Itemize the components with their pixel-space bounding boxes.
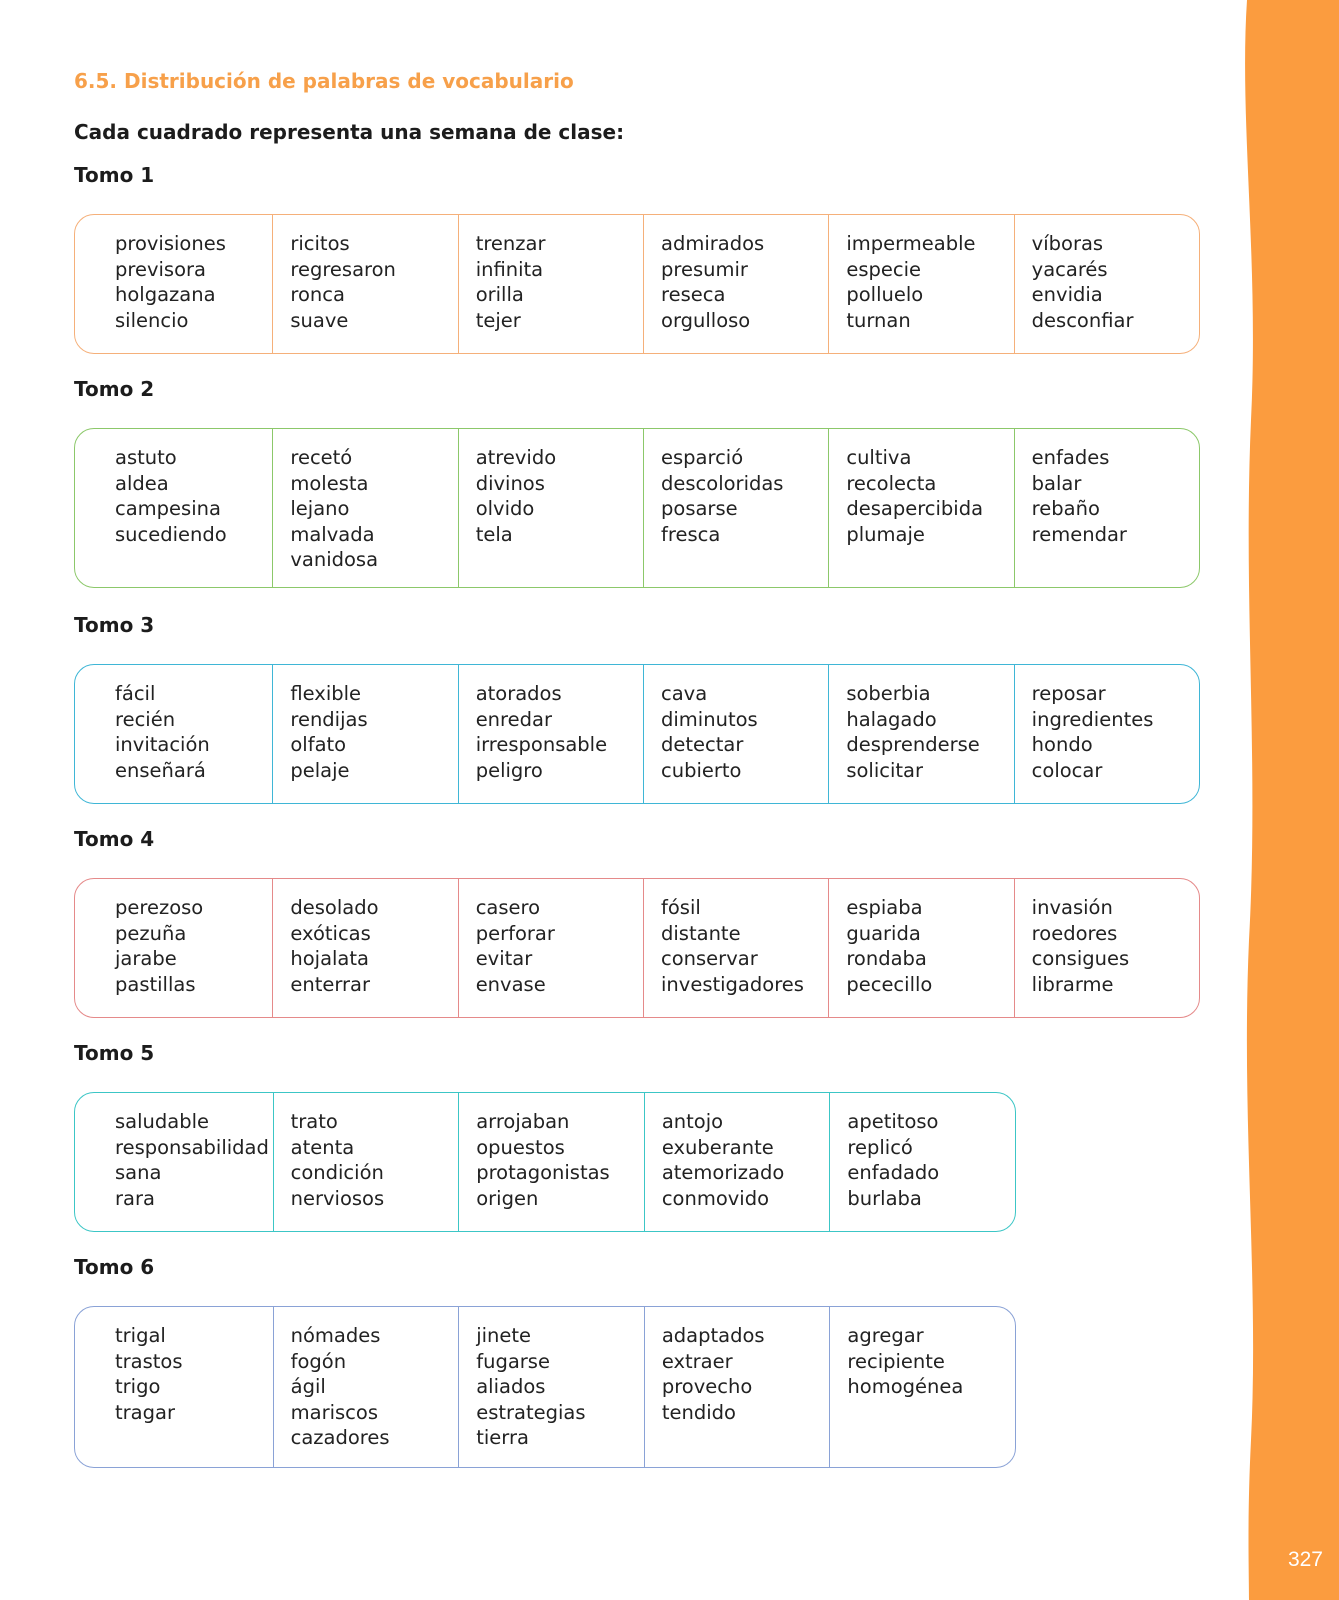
intro-text: Cada cuadrado representa una semana de clase: — [74, 120, 625, 144]
vocabulary-word: tejer — [475, 308, 521, 332]
vocabulary-word: plumaje — [846, 522, 925, 546]
vocabulary-word: arrojaban — [476, 1110, 570, 1133]
vocabulary-list — [115, 231, 272, 333]
vocabulary-word: cazadores — [290, 1426, 390, 1449]
vocabulary-word: ingredientes — [1031, 707, 1154, 731]
vocabulary-word: cava — [661, 682, 708, 705]
vocabulary-word: perforar — [475, 921, 555, 945]
vocabulary-word: tragar — [115, 1400, 175, 1424]
vocabulary-word: impermeable — [846, 232, 976, 255]
vocabulary-list — [290, 231, 457, 333]
week-cell — [272, 879, 457, 1017]
vocabulary-word: hojalata — [290, 947, 369, 970]
vocabulary-word: especie — [846, 257, 922, 281]
vocabulary-word: polluelo — [846, 283, 924, 306]
week-cell — [458, 665, 643, 803]
tomo-1-label: Tomo 1 — [74, 163, 155, 187]
week-cell — [643, 215, 828, 353]
vocabulary-word: solicitar — [846, 758, 924, 782]
vocabulary-word: diminutos — [661, 707, 758, 731]
vocabulary-word: pastillas — [115, 972, 196, 996]
vocabulary-word: estrategias — [476, 1400, 586, 1424]
vocabulary-word: aliados — [476, 1375, 546, 1398]
vocabulary-word: recién — [115, 707, 176, 731]
vocabulary-word: olvido — [475, 497, 535, 520]
vocabulary-word: invasión — [1031, 896, 1113, 919]
vocabulary-list — [476, 895, 643, 997]
week-cell — [75, 215, 272, 353]
vocabulary-list — [476, 681, 643, 783]
vocabulary-word: aldea — [115, 471, 169, 495]
vocabulary-word: astuto — [115, 446, 177, 469]
vocabulary-list — [662, 1109, 830, 1211]
vocabulary-word: pececillo — [846, 972, 933, 996]
vocabulary-word: rebaño — [1031, 497, 1100, 520]
vocabulary-word: regresaron — [290, 257, 396, 281]
vocabulary-word: campesina — [115, 497, 221, 520]
tomo-2-weeks — [74, 428, 1200, 588]
vocabulary-word: hondo — [1031, 733, 1093, 756]
vocabulary-word: posarse — [661, 497, 738, 520]
vocabulary-list — [290, 445, 457, 573]
week-cell — [1014, 429, 1199, 587]
week-cell — [75, 429, 272, 587]
vocabulary-word: desolado — [290, 896, 379, 919]
vocabulary-word: desconfiar — [1031, 308, 1134, 332]
vocabulary-word: infinita — [475, 257, 544, 281]
vocabulary-word: atemorizado — [661, 1161, 785, 1184]
vocabulary-list — [662, 1323, 830, 1425]
vocabulary-word: casero — [475, 896, 541, 919]
week-cell — [643, 879, 828, 1017]
vocabulary-word: trastos — [115, 1349, 183, 1373]
vocabulary-word: suave — [290, 308, 349, 332]
week-cell — [272, 215, 457, 353]
vocabulary-word: provisiones — [115, 232, 226, 255]
vocabulary-list — [846, 895, 1013, 997]
vocabulary-word: desprenderse — [846, 733, 980, 756]
vocabulary-word: invitación — [115, 733, 210, 756]
tomo-3-label: Tomo 3 — [74, 613, 155, 637]
week-cell — [272, 665, 457, 803]
vocabulary-word: rondaba — [846, 947, 927, 970]
vocabulary-word: provecho — [661, 1375, 753, 1398]
vocabulary-word: atenta — [290, 1135, 355, 1159]
vocabulary-list — [290, 895, 457, 997]
vocabulary-word: esparció — [661, 446, 744, 469]
vocabulary-list — [115, 1109, 273, 1211]
vocabulary-word: holgazana — [115, 283, 216, 306]
week-cell — [458, 429, 643, 587]
vocabulary-word: adaptados — [661, 1324, 765, 1347]
vocabulary-word: soberbia — [846, 682, 931, 705]
vocabulary-word: librarme — [1031, 972, 1114, 996]
vocabulary-list — [476, 1109, 644, 1211]
vocabulary-list — [115, 681, 272, 783]
vocabulary-list — [476, 1323, 644, 1451]
vocabulary-list — [1032, 231, 1199, 333]
vocabulary-word: replicó — [847, 1135, 913, 1159]
vocabulary-word: desapercibida — [846, 497, 984, 520]
vocabulary-word: homogénea — [847, 1375, 964, 1398]
week-cell — [643, 665, 828, 803]
vocabulary-word: agregar — [847, 1324, 924, 1347]
week-cell — [1014, 665, 1199, 803]
vocabulary-word: balar — [1031, 471, 1082, 495]
vocabulary-word: detectar — [661, 733, 744, 756]
vocabulary-list — [1032, 895, 1199, 997]
vocabulary-list — [847, 1323, 1015, 1400]
vocabulary-list — [115, 445, 272, 547]
vocabulary-word: pelaje — [290, 758, 350, 782]
vocabulary-word: irresponsable — [475, 733, 608, 756]
week-cell — [458, 1307, 644, 1467]
vocabulary-word: distante — [661, 921, 741, 945]
week-cell — [643, 429, 828, 587]
vocabulary-word: remendar — [1031, 522, 1127, 546]
vocabulary-word: apetitoso — [847, 1110, 939, 1133]
vocabulary-word: recipiente — [847, 1349, 945, 1373]
tomo-1-weeks — [74, 214, 1200, 354]
vocabulary-word: fogón — [290, 1349, 347, 1373]
vocabulary-list — [846, 681, 1013, 783]
vocabulary-word: cubierto — [661, 758, 742, 782]
vocabulary-word: consigues — [1031, 947, 1130, 970]
week-cell — [75, 665, 272, 803]
tomo-6-weeks — [74, 1306, 1016, 1468]
vocabulary-word: rara — [115, 1186, 155, 1210]
vocabulary-word: descoloridas — [661, 471, 784, 495]
tomo-5-weeks — [74, 1092, 1016, 1232]
week-cell — [644, 1307, 830, 1467]
vocabulary-word: enseñará — [115, 758, 206, 782]
week-cell — [273, 1093, 459, 1231]
vocabulary-word: flexible — [290, 682, 362, 705]
vocabulary-word: olfato — [290, 733, 347, 756]
vocabulary-list — [847, 1109, 1015, 1211]
tomo-2-label: Tomo 2 — [74, 377, 155, 401]
vocabulary-word: ágil — [290, 1375, 326, 1398]
vocabulary-word: nerviosos — [290, 1186, 385, 1210]
vocabulary-word: enfades — [1031, 446, 1110, 469]
vocabulary-word: jinete — [476, 1324, 532, 1347]
vocabulary-word: trenzar — [475, 232, 546, 255]
vocabulary-word: extraer — [661, 1349, 733, 1373]
vocabulary-list — [661, 895, 828, 997]
vocabulary-list — [476, 445, 643, 547]
vocabulary-word: guarida — [846, 921, 921, 945]
vocabulary-word: perezoso — [115, 896, 204, 919]
vocabulary-word: trato — [290, 1110, 338, 1133]
vocabulary-list — [1032, 445, 1199, 547]
week-cell — [458, 1093, 644, 1231]
tomo-6-label: Tomo 6 — [74, 1255, 155, 1279]
vocabulary-word: jarabe — [115, 947, 177, 970]
vocabulary-word: pezuña — [115, 921, 187, 945]
vocabulary-word: nómades — [290, 1324, 381, 1347]
week-cell — [272, 429, 457, 587]
vocabulary-word: ronca — [290, 283, 345, 306]
vocabulary-word: molesta — [290, 471, 369, 495]
vocabulary-word: silencio — [115, 308, 189, 332]
vocabulary-list — [846, 445, 1013, 547]
vocabulary-word: tendido — [661, 1400, 736, 1424]
vocabulary-word: orgulloso — [661, 308, 751, 332]
vocabulary-word: investigadores — [661, 972, 804, 996]
week-cell — [75, 1093, 273, 1231]
tomo-4-label: Tomo 4 — [74, 827, 155, 851]
vocabulary-list — [476, 231, 643, 333]
week-cell — [1014, 879, 1199, 1017]
vocabulary-word: sucediendo — [115, 522, 227, 546]
week-cell — [829, 1307, 1015, 1467]
week-cell — [644, 1093, 830, 1231]
vocabulary-word: divinos — [475, 471, 545, 495]
vocabulary-list — [291, 1109, 459, 1211]
vocabulary-word: tierra — [476, 1426, 529, 1449]
vocabulary-word: enterrar — [290, 972, 371, 996]
week-cell — [829, 1093, 1015, 1231]
vocabulary-word: burlaba — [847, 1186, 922, 1210]
vocabulary-word: responsabilidad — [115, 1135, 269, 1159]
vocabulary-word: saludable — [115, 1110, 210, 1133]
week-cell — [458, 215, 643, 353]
vocabulary-word: fugarse — [476, 1349, 550, 1373]
vocabulary-word: exóticas — [290, 921, 371, 945]
vocabulary-word: conservar — [661, 947, 758, 970]
vocabulary-word: colocar — [1031, 758, 1103, 782]
vocabulary-word: lejano — [290, 497, 350, 520]
vocabulary-list — [1032, 681, 1199, 783]
vocabulary-word: fresca — [661, 522, 721, 546]
vocabulary-word: evitar — [475, 947, 533, 970]
section-title: 6.5. Distribución de palabras de vocabulario — [74, 69, 574, 93]
vocabulary-word: vanidosa — [290, 548, 379, 571]
page-number: 327 — [1287, 1548, 1323, 1571]
vocabulary-list — [115, 1323, 273, 1425]
week-cell — [828, 429, 1013, 587]
vocabulary-list — [115, 895, 272, 997]
tomo-5-label: Tomo 5 — [74, 1041, 155, 1065]
vocabulary-list — [290, 681, 457, 783]
vocabulary-word: tela — [475, 522, 513, 546]
vocabulary-word: exuberante — [661, 1135, 774, 1159]
vocabulary-word: fácil — [115, 682, 156, 705]
vocabulary-word: envase — [475, 972, 546, 996]
vocabulary-word: víboras — [1031, 232, 1104, 255]
vocabulary-word: orilla — [475, 283, 524, 306]
tomo-3-weeks — [74, 664, 1200, 804]
vocabulary-list — [661, 231, 828, 333]
vocabulary-word: cultiva — [846, 446, 912, 469]
week-cell — [828, 665, 1013, 803]
vocabulary-word: recolecta — [846, 471, 937, 495]
vocabulary-list — [846, 231, 1013, 333]
vocabulary-word: conmovido — [661, 1186, 770, 1210]
vocabulary-word: previsora — [115, 257, 206, 281]
week-cell — [1014, 215, 1199, 353]
vocabulary-word: peligro — [475, 758, 543, 782]
vocabulary-word: enredar — [475, 707, 552, 731]
vocabulary-word: rendijas — [290, 707, 368, 731]
vocabulary-word: condición — [290, 1161, 384, 1184]
vocabulary-word: presumir — [661, 257, 748, 281]
vocabulary-word: trigo — [115, 1375, 161, 1398]
week-cell — [75, 1307, 273, 1467]
vocabulary-word: atrevido — [475, 446, 557, 469]
vocabulary-word: reseca — [661, 283, 726, 306]
week-cell — [75, 879, 272, 1017]
week-cell — [273, 1307, 459, 1467]
vocabulary-word: opuestos — [476, 1135, 565, 1159]
vocabulary-word: antojo — [661, 1110, 724, 1133]
vocabulary-word: reposar — [1031, 682, 1106, 705]
vocabulary-word: recetó — [290, 446, 353, 469]
vocabulary-word: protagonistas — [476, 1161, 610, 1184]
vocabulary-word: sana — [115, 1161, 162, 1184]
vocabulary-word: roedores — [1031, 921, 1118, 945]
vocabulary-word: ricitos — [290, 232, 350, 255]
week-cell — [828, 879, 1013, 1017]
vocabulary-word: trigal — [115, 1324, 166, 1347]
vocabulary-list — [661, 445, 828, 547]
vocabulary-word: yacarés — [1031, 257, 1108, 281]
vocabulary-list — [291, 1323, 459, 1451]
tomo-4-weeks — [74, 878, 1200, 1018]
vocabulary-word: espiaba — [846, 896, 923, 919]
vocabulary-word: halagado — [846, 707, 937, 731]
week-cell — [828, 215, 1013, 353]
vocabulary-word: mariscos — [290, 1400, 378, 1424]
vocabulary-word: turnan — [846, 308, 911, 332]
vocabulary-word: fósil — [661, 896, 701, 919]
vocabulary-word: malvada — [290, 522, 375, 546]
vocabulary-word: origen — [476, 1186, 539, 1210]
page-side-band — [1229, 0, 1339, 1600]
vocabulary-word: enfadado — [847, 1161, 940, 1184]
vocabulary-word: admirados — [661, 232, 765, 255]
vocabulary-list — [661, 681, 828, 783]
vocabulary-word: atorados — [475, 682, 562, 705]
week-cell — [458, 879, 643, 1017]
vocabulary-word: envidia — [1031, 283, 1103, 306]
